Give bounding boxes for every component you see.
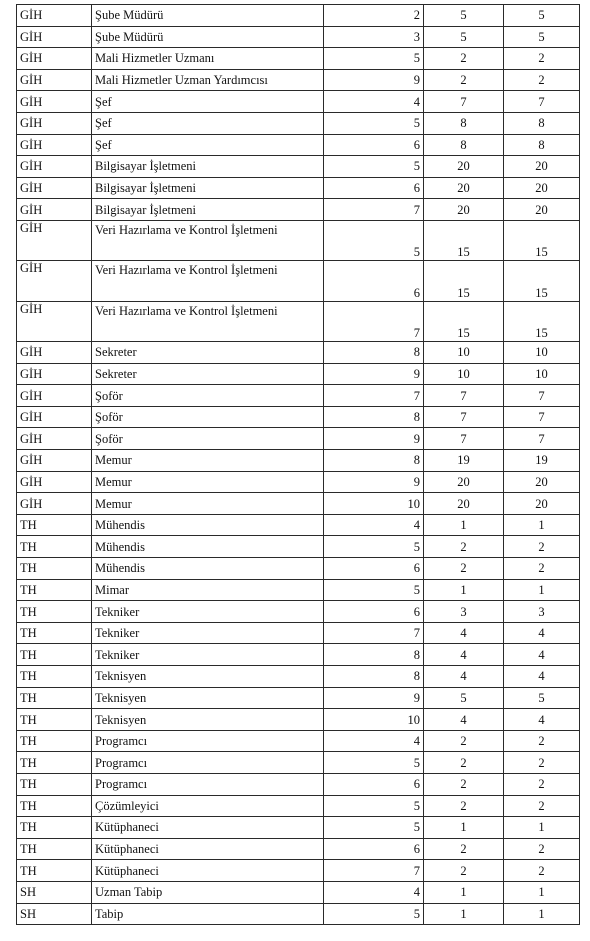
position-title-cell: Mühendis	[92, 514, 324, 536]
position-count-cell: 7	[424, 406, 504, 428]
degree-cell: 8	[324, 644, 424, 666]
position-count-cell: 8	[504, 112, 580, 134]
table-row	[17, 773, 580, 795]
service-class-cell: TH	[17, 838, 92, 860]
position-count-cell: 2	[504, 69, 580, 91]
degree-cell: 10	[324, 493, 424, 515]
position-count-cell: 15	[424, 220, 504, 260]
service-class-cell: TH	[17, 601, 92, 623]
position-title-cell: Sekreter	[92, 342, 324, 364]
position-title-cell: Veri Hazırlama ve Kontrol İşletmeni	[92, 261, 324, 301]
position-title-cell: Bilgisayar İşletmeni	[92, 199, 324, 221]
table-row	[17, 601, 580, 623]
position-title-cell: Şef	[92, 134, 324, 156]
position-title-cell: Tekniker	[92, 601, 324, 623]
degree-cell: 6	[324, 601, 424, 623]
position-title-cell: Teknisyen	[92, 709, 324, 731]
degree-cell: 8	[324, 666, 424, 688]
service-class-cell: TH	[17, 752, 92, 774]
position-count-cell: 4	[424, 644, 504, 666]
degree-cell: 5	[324, 156, 424, 178]
service-class-cell: TH	[17, 687, 92, 709]
degree-cell: 7	[324, 860, 424, 882]
position-count-cell: 20	[504, 199, 580, 221]
degree-cell: 5	[324, 903, 424, 925]
service-class-cell: TH	[17, 773, 92, 795]
position-count-cell: 1	[424, 514, 504, 536]
position-title-cell: Kütüphaneci	[92, 817, 324, 839]
position-count-cell: 8	[424, 134, 504, 156]
position-count-cell: 5	[504, 5, 580, 27]
position-title-cell: Bilgisayar İşletmeni	[92, 177, 324, 199]
table-row	[17, 860, 580, 882]
table-row	[17, 112, 580, 134]
position-title-cell: Şube Müdürü	[92, 26, 324, 48]
position-count-cell: 5	[424, 687, 504, 709]
position-count-cell: 2	[424, 795, 504, 817]
position-title-cell: Şef	[92, 112, 324, 134]
position-title-cell: Tabip	[92, 903, 324, 925]
service-class-cell: GİH	[17, 134, 92, 156]
degree-cell: 6	[324, 773, 424, 795]
service-class-cell: GİH	[17, 69, 92, 91]
service-class-cell: SH	[17, 881, 92, 903]
position-title-cell: Programcı	[92, 730, 324, 752]
position-title-cell: Şoför	[92, 428, 324, 450]
position-count-cell: 10	[504, 342, 580, 364]
table-row	[17, 666, 580, 688]
degree-cell: 4	[324, 91, 424, 113]
degree-cell: 2	[324, 5, 424, 27]
position-count-cell: 15	[504, 301, 580, 341]
table-row	[17, 199, 580, 221]
position-count-cell: 4	[504, 709, 580, 731]
table-row	[17, 69, 580, 91]
table-row	[17, 730, 580, 752]
position-count-cell: 1	[424, 903, 504, 925]
position-count-cell: 8	[504, 134, 580, 156]
degree-cell: 4	[324, 881, 424, 903]
position-count-cell: 2	[504, 795, 580, 817]
position-title-cell: Mühendis	[92, 536, 324, 558]
position-count-cell: 1	[424, 881, 504, 903]
service-class-cell: GİH	[17, 91, 92, 113]
service-class-cell: TH	[17, 817, 92, 839]
position-count-cell: 15	[424, 301, 504, 341]
degree-cell: 6	[324, 261, 424, 301]
position-title-cell: Veri Hazırlama ve Kontrol İşletmeni	[92, 301, 324, 341]
table-row	[17, 795, 580, 817]
degree-cell: 8	[324, 450, 424, 472]
position-count-cell: 2	[424, 48, 504, 70]
position-count-cell: 4	[424, 709, 504, 731]
table-row	[17, 687, 580, 709]
position-count-cell: 1	[424, 579, 504, 601]
degree-cell: 5	[324, 48, 424, 70]
service-class-cell: GİH	[17, 342, 92, 364]
position-count-cell: 5	[504, 687, 580, 709]
position-title-cell: Mali Hizmetler Uzman Yardımcısı	[92, 69, 324, 91]
degree-cell: 8	[324, 406, 424, 428]
position-count-cell: 8	[424, 112, 504, 134]
position-count-cell: 7	[424, 385, 504, 407]
table-row	[17, 838, 580, 860]
table-row	[17, 220, 580, 260]
service-class-cell: TH	[17, 644, 92, 666]
table-row	[17, 903, 580, 925]
position-title-cell: Şoför	[92, 385, 324, 407]
position-title-cell: Kütüphaneci	[92, 838, 324, 860]
table-row	[17, 881, 580, 903]
position-count-cell: 2	[504, 730, 580, 752]
table-row	[17, 493, 580, 515]
table-row	[17, 471, 580, 493]
position-count-cell: 2	[424, 536, 504, 558]
position-count-cell: 2	[504, 558, 580, 580]
position-count-cell: 2	[504, 48, 580, 70]
position-count-cell: 1	[504, 881, 580, 903]
table-row	[17, 342, 580, 364]
position-count-cell: 7	[504, 428, 580, 450]
position-title-cell: Şoför	[92, 406, 324, 428]
position-title-cell: Sekreter	[92, 363, 324, 385]
position-count-cell: 4	[424, 622, 504, 644]
table-row	[17, 385, 580, 407]
service-class-cell: GİH	[17, 493, 92, 515]
position-count-cell: 1	[424, 817, 504, 839]
position-count-cell: 15	[424, 261, 504, 301]
position-count-cell: 3	[504, 601, 580, 623]
degree-cell: 7	[324, 622, 424, 644]
position-count-cell: 2	[504, 752, 580, 774]
position-count-cell: 20	[504, 156, 580, 178]
service-class-cell: GİH	[17, 177, 92, 199]
position-count-cell: 20	[424, 199, 504, 221]
position-count-cell: 4	[504, 622, 580, 644]
degree-cell: 5	[324, 536, 424, 558]
service-class-cell: GİH	[17, 428, 92, 450]
position-title-cell: Veri Hazırlama ve Kontrol İşletmeni	[92, 220, 324, 260]
position-count-cell: 7	[504, 406, 580, 428]
position-count-cell: 1	[504, 579, 580, 601]
degree-cell: 5	[324, 112, 424, 134]
degree-cell: 5	[324, 752, 424, 774]
position-count-cell: 5	[504, 26, 580, 48]
service-class-cell: TH	[17, 514, 92, 536]
position-count-cell: 2	[424, 730, 504, 752]
degree-cell: 9	[324, 471, 424, 493]
position-count-cell: 20	[504, 177, 580, 199]
service-class-cell: GİH	[17, 220, 92, 260]
degree-cell: 5	[324, 817, 424, 839]
table-row	[17, 622, 580, 644]
degree-cell: 10	[324, 709, 424, 731]
service-class-cell: GİH	[17, 261, 92, 301]
position-title-cell: Teknisyen	[92, 687, 324, 709]
position-count-cell: 20	[504, 493, 580, 515]
position-count-cell: 1	[504, 903, 580, 925]
service-class-cell: TH	[17, 860, 92, 882]
position-count-cell: 19	[424, 450, 504, 472]
position-count-cell: 20	[424, 156, 504, 178]
position-title-cell: Şube Müdürü	[92, 5, 324, 27]
degree-cell: 3	[324, 26, 424, 48]
position-count-cell: 2	[504, 773, 580, 795]
position-count-cell: 2	[424, 69, 504, 91]
position-count-cell: 2	[424, 860, 504, 882]
position-count-cell: 20	[504, 471, 580, 493]
service-class-cell: GİH	[17, 5, 92, 27]
position-count-cell: 7	[504, 91, 580, 113]
degree-cell: 5	[324, 795, 424, 817]
degree-cell: 5	[324, 579, 424, 601]
service-class-cell: GİH	[17, 301, 92, 341]
service-class-cell: GİH	[17, 26, 92, 48]
position-count-cell: 2	[424, 752, 504, 774]
position-title-cell: Mali Hizmetler Uzmanı	[92, 48, 324, 70]
table-row	[17, 817, 580, 839]
position-count-cell: 5	[424, 5, 504, 27]
position-title-cell: Tekniker	[92, 644, 324, 666]
table-row	[17, 156, 580, 178]
position-count-cell: 2	[424, 838, 504, 860]
service-class-cell: TH	[17, 622, 92, 644]
position-title-cell: Çözümleyici	[92, 795, 324, 817]
position-title-cell: Şef	[92, 91, 324, 113]
table-row	[17, 428, 580, 450]
service-class-cell: GİH	[17, 385, 92, 407]
table-row	[17, 301, 580, 341]
position-count-cell: 2	[424, 773, 504, 795]
position-count-cell: 20	[424, 471, 504, 493]
degree-cell: 4	[324, 730, 424, 752]
service-class-cell: TH	[17, 730, 92, 752]
service-class-cell: GİH	[17, 156, 92, 178]
degree-cell: 8	[324, 342, 424, 364]
service-class-cell: SH	[17, 903, 92, 925]
position-count-cell: 2	[424, 558, 504, 580]
position-title-cell: Programcı	[92, 773, 324, 795]
degree-cell: 9	[324, 687, 424, 709]
position-count-cell: 20	[424, 493, 504, 515]
table-row	[17, 363, 580, 385]
degree-cell: 9	[324, 69, 424, 91]
position-title-cell: Uzman Tabip	[92, 881, 324, 903]
position-title-cell: Teknisyen	[92, 666, 324, 688]
table-row	[17, 261, 580, 301]
service-class-cell: GİH	[17, 363, 92, 385]
table-row	[17, 406, 580, 428]
degree-cell: 5	[324, 220, 424, 260]
service-class-cell: GİH	[17, 199, 92, 221]
table-row	[17, 536, 580, 558]
service-class-cell: TH	[17, 558, 92, 580]
table-row	[17, 5, 580, 27]
service-class-cell: GİH	[17, 406, 92, 428]
position-count-cell: 5	[424, 26, 504, 48]
position-count-cell: 19	[504, 450, 580, 472]
position-count-cell: 15	[504, 220, 580, 260]
position-count-cell: 15	[504, 261, 580, 301]
position-title-cell: Tekniker	[92, 622, 324, 644]
position-title-cell: Mimar	[92, 579, 324, 601]
position-count-cell: 4	[424, 666, 504, 688]
degree-cell: 7	[324, 301, 424, 341]
degree-cell: 6	[324, 134, 424, 156]
degree-cell: 9	[324, 428, 424, 450]
table-row	[17, 26, 580, 48]
table-row	[17, 558, 580, 580]
position-count-cell: 1	[504, 514, 580, 536]
table-row	[17, 177, 580, 199]
position-count-cell: 7	[424, 91, 504, 113]
service-class-cell: TH	[17, 795, 92, 817]
table-row	[17, 450, 580, 472]
position-count-cell: 10	[504, 363, 580, 385]
position-title-cell: Mühendis	[92, 558, 324, 580]
staff-positions-table	[16, 4, 580, 925]
service-class-cell: GİH	[17, 48, 92, 70]
table-row	[17, 752, 580, 774]
service-class-cell: GİH	[17, 112, 92, 134]
position-title-cell: Memur	[92, 493, 324, 515]
position-title-cell: Kütüphaneci	[92, 860, 324, 882]
service-class-cell: TH	[17, 666, 92, 688]
position-count-cell: 4	[504, 666, 580, 688]
table-row	[17, 134, 580, 156]
position-count-cell: 7	[424, 428, 504, 450]
service-class-cell: GİH	[17, 471, 92, 493]
degree-cell: 6	[324, 838, 424, 860]
position-count-cell: 2	[504, 838, 580, 860]
position-count-cell: 2	[504, 536, 580, 558]
position-count-cell: 7	[504, 385, 580, 407]
position-count-cell: 3	[424, 601, 504, 623]
service-class-cell: TH	[17, 579, 92, 601]
table-row	[17, 48, 580, 70]
table-body	[17, 5, 580, 925]
position-title-cell: Memur	[92, 471, 324, 493]
degree-cell: 7	[324, 199, 424, 221]
service-class-cell: GİH	[17, 450, 92, 472]
degree-cell: 6	[324, 177, 424, 199]
table-row	[17, 709, 580, 731]
position-title-cell: Bilgisayar İşletmeni	[92, 156, 324, 178]
service-class-cell: TH	[17, 709, 92, 731]
position-count-cell: 2	[504, 860, 580, 882]
position-count-cell: 1	[504, 817, 580, 839]
degree-cell: 4	[324, 514, 424, 536]
table-row	[17, 514, 580, 536]
position-title-cell: Memur	[92, 450, 324, 472]
position-count-cell: 20	[424, 177, 504, 199]
table-row	[17, 579, 580, 601]
position-count-cell: 4	[504, 644, 580, 666]
degree-cell: 6	[324, 558, 424, 580]
table-row	[17, 91, 580, 113]
service-class-cell: TH	[17, 536, 92, 558]
degree-cell: 7	[324, 385, 424, 407]
degree-cell: 9	[324, 363, 424, 385]
position-count-cell: 10	[424, 342, 504, 364]
position-count-cell: 10	[424, 363, 504, 385]
table-row	[17, 644, 580, 666]
position-title-cell: Programcı	[92, 752, 324, 774]
